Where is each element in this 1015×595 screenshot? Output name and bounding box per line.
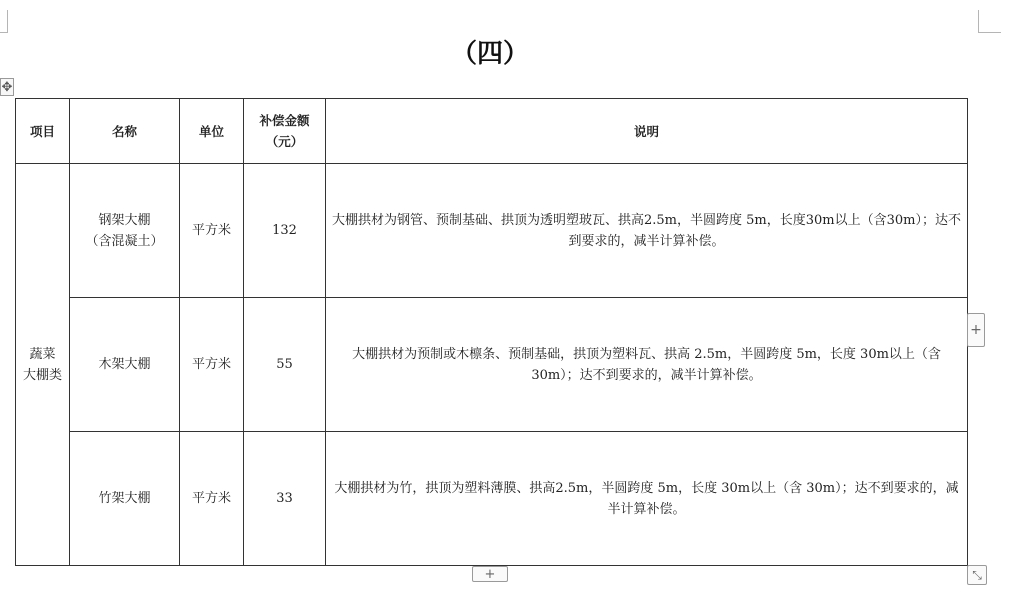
name-line1: 钢架大棚: [98, 212, 151, 228]
category-line1: 蔬菜: [29, 346, 56, 362]
header-note: 说明: [326, 99, 968, 164]
amount-cell[interactable]: 33: [244, 432, 326, 566]
header-item: 项目: [16, 99, 70, 164]
name-cell[interactable]: 木架大棚: [70, 298, 180, 432]
table-row: [16, 298, 968, 432]
table-move-handle-icon[interactable]: ✥: [1, 79, 13, 95]
amount-cell[interactable]: 55: [244, 298, 326, 432]
unit-cell[interactable]: 平方米: [180, 432, 244, 566]
header-amount: [244, 99, 326, 164]
table-header-row: [16, 99, 968, 164]
note-cell[interactable]: 大棚拱材为钢管、预制基础、拱顶为透明塑玻瓦、拱高2.5m，半圆跨度 5m，长度30m以上（含30m）；达不到要求的，减半计算补偿。: [326, 164, 968, 298]
category-line2: 大棚类: [22, 367, 62, 383]
section-title: （四）: [450, 39, 529, 69]
table-row: [16, 432, 968, 566]
page-corner-mark-left: [0, 10, 8, 33]
header-amount-line1: 补偿金额: [259, 113, 310, 128]
table-row: [16, 164, 968, 298]
name-cell[interactable]: [70, 164, 180, 298]
name-cell[interactable]: 竹架大棚: [70, 432, 180, 566]
page-corner-mark-right: [978, 10, 1001, 33]
note-cell[interactable]: 大棚拱材为竹，拱顶为塑料薄膜、拱高2.5m，半圆跨度 5m，长度 30m以上（含 30m）；达不到要求的，减半计算补偿。: [326, 432, 968, 566]
header-name: 名称: [70, 99, 180, 164]
note-cell[interactable]: 大棚拱材为预制或木檩条、预制基础，拱顶为塑料瓦、拱高 2.5m，半圆跨度 5m，长度 30m以上（含 30m）；达不到要求的，减半计算补偿。: [326, 298, 968, 432]
header-amount-line2: （元）: [265, 134, 304, 149]
compensation-table: [15, 98, 968, 566]
category-cell[interactable]: [16, 164, 70, 566]
add-column-icon[interactable]: +: [967, 313, 985, 347]
header-unit: 单位: [180, 99, 244, 164]
name-line2: （含混凝土）: [85, 233, 164, 249]
unit-cell[interactable]: 平方米: [180, 298, 244, 432]
amount-cell[interactable]: 132: [244, 164, 326, 298]
add-row-icon[interactable]: +: [472, 566, 508, 582]
unit-cell[interactable]: 平方米: [180, 164, 244, 298]
table-resize-icon[interactable]: ⤡: [967, 565, 987, 585]
